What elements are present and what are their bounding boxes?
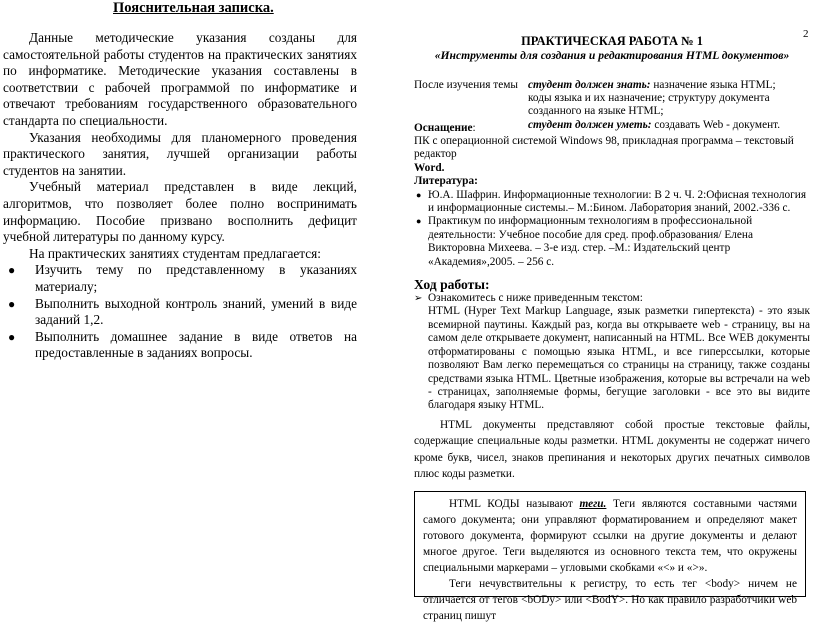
list-item: ● Практикум по информационным технологиям в профессиональной деятельности: Учебное пособие для сред. проф.образования/ Елена Викторовна Михеева. – 3-е изд. стер. –М.: Издательский центр «Академия»,2005. – 256 с. (416, 215, 753, 268)
task-intro: Ознакомитесь с ниже приведенным текстом: (428, 292, 643, 305)
literature-label: Литература: (414, 175, 478, 188)
know-line-2: коды языка и их назначение; структуру документа созданного на языке HTML; (528, 92, 770, 118)
list-item: ● Выполнить выходной контроль знаний, умений в виде заданий 1,2. (8, 295, 357, 328)
tags-paragraph: HTML КОДЫ называют теги. Теги являются составными частями самого документа; они управляют форматированием и определяют макет готового документа, формируют ссылки на другие документы и делают многое другое. Теги выделяются из основного текста тем, что окружены специальными маркерами – угловыми скобками «<» и «>». (423, 497, 797, 574)
bullet-icon: ● (8, 329, 16, 344)
bullet-icon: ● (8, 296, 16, 311)
equipment-text: ПК с операционной системой Windows 98, прикладная программа – текстовый редактор Word. (414, 135, 794, 174)
bullet-icon: ● (8, 263, 16, 278)
task-item (414, 292, 810, 413)
list-item: ● Ю.А. Шафрин. Информационные технологии: В 2 ч. Ч. 2:Офисная технология и информационные системы.– М.:Бином. Лаборатория знаний, 2002.-336 с. (416, 188, 807, 215)
know-label: студент должен знать: (528, 78, 651, 91)
paragraph-material: Учебный материал представлен в виде лекций, алгоритмов, что позволяет более полно воспринимать информацию. Пособие призвано восполнить дефицит учебной литературы по данному курсу. (3, 179, 357, 245)
tags-info-box (414, 491, 806, 622)
offer-list (3, 262, 357, 362)
practical-work-title: ПРАКТИЧЕСКАЯ РАБОТА № 1 (521, 34, 703, 48)
practical-work-subtitle: «Инструменты для создания и редактирования HTML документов» (434, 48, 790, 62)
arrow-bullet-icon: ➢ (414, 293, 423, 305)
html-docs-paragraph: HTML документы представляют собой простые текстовые файлы, содержащие специальные коды разметки. HTML документы не содержат ничего кроме букв, чисел, знаков препинания и некоторых других печатных символов плюс коды разметки. (414, 418, 810, 481)
literature-list (414, 189, 810, 269)
case-paragraph: Теги нечувствительны к регистру, то есть тег <body> ничем не отличается от тегов <bODy> или <BodY>. Но как правило разработчики web страниц пишут (423, 577, 797, 622)
page-number: 2 (803, 28, 809, 40)
paragraph-purpose: Данные методические указания созданы для самостоятельной работы студентов на практических занятиях по информатике. Методические указания составлены в соответствии с рабочей программой по информатике и отвечают требованиям государственного образовательного стандарта по специальности. (3, 30, 357, 128)
know-text: назначение языка HTML; (650, 78, 776, 91)
right-column: ПРАКТИЧЕСКАЯ РАБОТА № 1 «Инструменты для создания и редактирования HTML документов» После изучения темы студент должен знать: назначение языка HTML; коды языка и их назначение; структуру документа созданного на языке HTML; студент должен уметь: создавать Web - документ. Оснащение: ПК с операционной системой Windows 98, прикладная программа – текстовый редактор Word. Литература: ● Ю.А. Шафрин. Информационные технологии: В 2 ч. Ч. 2:Офисная технология и информационные системы.– М.:Бином. Лаборатория знаний, 2002.-336 с. ● Практикум по информационным технологиям в профессиональной деятельности: Учебное пособие для сред. проф.образования/ Елена Викторовна Михеева. – 3-е изд. стер. –М.: Издательский центр «Академия»,2005. – 256 с. Ход работы: ➢ Ознакомитесь с ниже приведенным текстом: HTML (Hyper Text Markup Language, язык разметки гипертекста) - это язык всемирной паутины. Каждый раз, когда вы открываете web - страницу, вы на самом деле открываете документ, написанный на HTML. Все WEB документы отформатированы с помощью языка HTML, и все гиперссылки, которые позволяют Вам легко перемещаться со страницы на страницу, также созданы средствами языка HTML. Цветные изображения, которые вы встречали на web - страницах, заполняемые формы, бегущие заголовки - все это вы видите благодаря языку HTML. HTML документы представляют собой простые текстовые файлы, содержащие специальные коды разметки. HTML документы не содержат ничего кроме букв, чисел, знаков препинания и некоторых других печатных символов плюс коды разметки. HTML КОДЫ называют теги. Теги являются составными частями самого документа; они управляют форматированием и определяют макет готового документа, формируют ссылки на другие документы и делают многое другое. Теги выделяются из основного текста тем, что окружены специальными маркерами – угловыми скобками «<» и «>». Теги нечувствительны к регистру, то есть тег <body> ничем не отличается от тегов <bODy> или <BodY>. Но как правило разработчики web страниц пишут (414, 34, 810, 622)
paragraph-necessity: Указания необходимы для планомерного проведения практического занятия, лучшей организации работы студентов на занятии. (3, 129, 357, 178)
paragraph-offer: На практических занятиях студентам предлагается: (29, 245, 321, 261)
outcomes-lead: После изучения темы (414, 78, 518, 91)
task-text: HTML (Hyper Text Markup Language, язык разметки гипертекста) - это язык всемирной паутины. Каждый раз, когда вы открываете web - страницу, вы на самом деле открываете документ, написанный на HTML. Все WEB документы отформатированы с помощью языка HTML, и все гиперссылки, которые позволяют Вам легко перемещаться со страницы на страницу, также созданы средствами языка HTML. Цветные изображения, которые вы встречали на web - страницах, заполняемые формы, бегущие заголовки - все это вы видите благодаря языку HTML. (428, 305, 810, 412)
progress-heading: Ход работы: (414, 277, 490, 293)
can-text: создавать Web - документ. (651, 118, 781, 131)
list-item: ● Изучить тему по представленному в указаниях материалу; (8, 262, 357, 294)
outcomes-details (528, 79, 810, 133)
equipment-label: Оснащение (414, 121, 473, 134)
bullet-icon: ● (416, 189, 422, 200)
bullet-icon: ● (416, 216, 422, 227)
can-label: студент должен уметь: (528, 118, 652, 131)
list-item: ● Выполнить домашнее задание в виде ответов на предоставленные в заданиях вопросы. (8, 328, 357, 361)
explanatory-note-heading: Пояснительная записка. (113, 0, 274, 16)
left-column (3, 0, 357, 362)
